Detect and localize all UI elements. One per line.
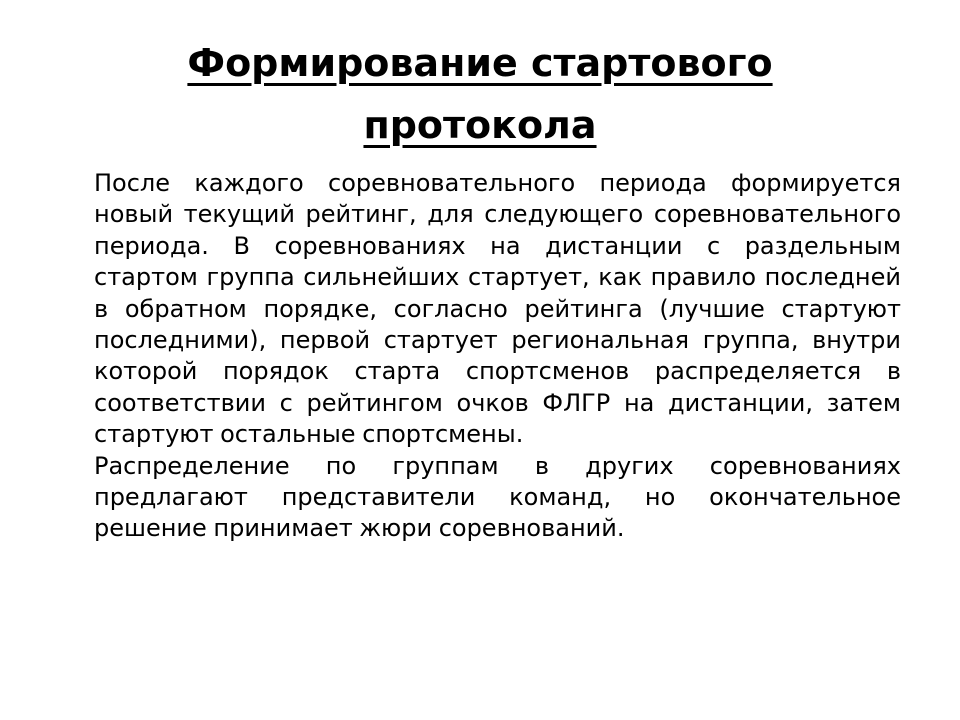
body-paragraph-2: Распределение по группам в других соревнованиях предлагают представители команд, но окончательное решение принимает жюри соревнований.	[94, 451, 901, 543]
slide-body	[94, 168, 901, 545]
slide-title-line-1: Формирование стартового	[187, 41, 773, 85]
slide-title-line-2: протокола	[363, 103, 597, 147]
slide-title	[80, 32, 880, 156]
body-paragraph-1: После каждого соревновательного периода формируется новый текущий рейтинг, для следующего соревновательного периода. В соревнованиях на дистанции с раздельным стартом группа сильнейших стартует, как правило последней в обратном порядке, согласно рейтинга (лучшие стартуют последними), первой стартует региональная группа, внутри которой порядок старта спортсменов распределяется в соответствии с рейтингом очков ФЛГР на дистанции, затем стартуют остальные спортсмены.	[94, 169, 901, 449]
